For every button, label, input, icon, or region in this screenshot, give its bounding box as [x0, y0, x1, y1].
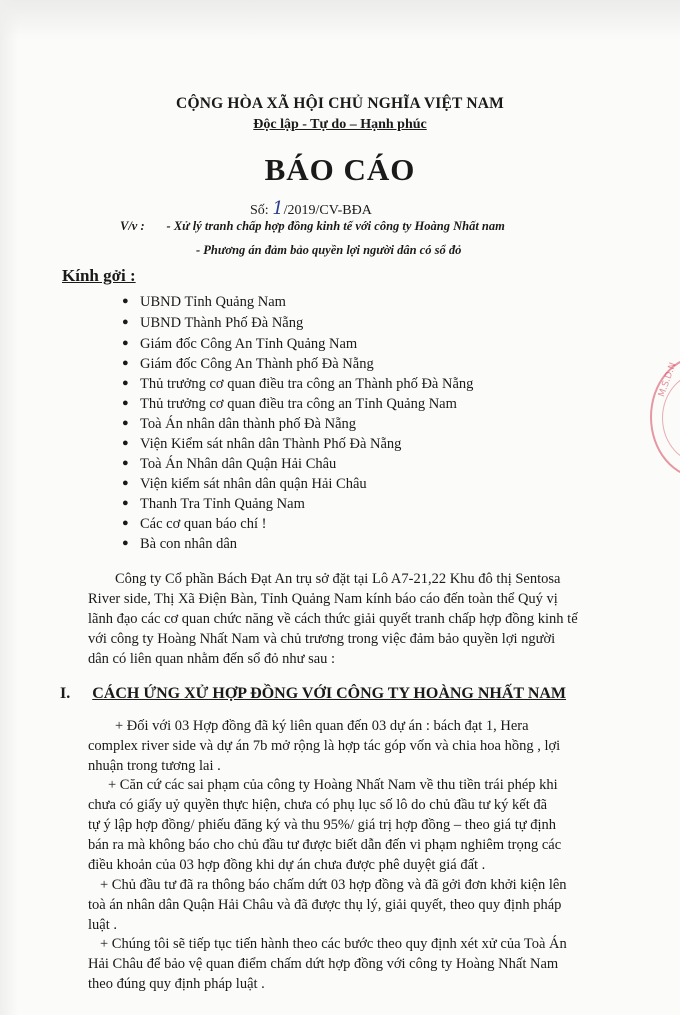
- recipient-label: Bà con nhân dân: [140, 536, 238, 552]
- recipient-item: [122, 336, 357, 353]
- recipient-label: Thủ trưởng cơ quan điều tra công an Thành phố Đà Nẵng: [140, 376, 474, 392]
- recipient-label: Toà Án Nhân dân Quận Hải Châu: [140, 456, 337, 472]
- bullet-icon: ●: [122, 417, 129, 429]
- recipient-label: Thủ trưởng cơ quan điều tra công an Tỉnh Quảng Nam: [140, 396, 457, 412]
- bullet-icon: ●: [122, 517, 129, 529]
- section-line: theo đúng quy định pháp luật .: [88, 976, 265, 992]
- section-line: toà án nhân dân Quận Hải Châu và đã được thụ lý, giải quyết, theo quy định pháp: [88, 897, 562, 913]
- subject-item-1: - Xử lý tranh chấp hợp đồng kinh tế với công ty Hoàng Nhất nam: [166, 219, 505, 233]
- recipient-label: Các cơ quan báo chí !: [140, 516, 267, 532]
- recipient-label: Viện kiểm sát nhân dân quận Hải Châu: [140, 476, 367, 492]
- recipient-item: [122, 294, 286, 311]
- bullet-icon: ●: [122, 437, 129, 449]
- intro-line: River side, Thị Xã Điện Bàn, Tỉnh Quảng Nam kính báo cáo đến toàn thể Quý vị: [88, 591, 558, 607]
- section-line: tự ý lập hợp đồng/ phiếu đăng ký và thu 95%/ giá trị hợp đồng – theo giá tự định: [88, 817, 557, 833]
- section-line: + Chúng tôi sẽ tiếp tục tiến hành theo các bước theo quy định xét xử của Toà Án: [100, 936, 567, 952]
- national-title: CỘNG HÒA XÃ HỘI CHỦ NGHĨA VIỆT NAM: [176, 95, 504, 112]
- recipient-item: [122, 536, 237, 553]
- number-suffix: /2019/CV-BĐA: [283, 203, 372, 218]
- recipient-item: [122, 356, 374, 373]
- recipient-label: Giám đốc Công An Tỉnh Quảng Nam: [140, 336, 358, 352]
- section-line: điều khoản của 03 hợp đồng khi dự án chưa được phê duyệt giá đất .: [88, 857, 486, 873]
- section-number: I.: [60, 685, 71, 702]
- section-line: luật .: [88, 917, 117, 933]
- recipient-label: Viện Kiểm sát nhân dân Thành Phố Đà Nẵng: [140, 436, 402, 452]
- recipient-item: [122, 476, 367, 493]
- bullet-icon: ●: [122, 316, 129, 328]
- recipient-label: Toà Án nhân dân thành phố Đà Nẵng: [140, 416, 357, 432]
- recipient-item: [122, 376, 473, 393]
- document-title: BÁO CÁO: [264, 152, 416, 187]
- recipient-item: [122, 516, 266, 533]
- recipient-label: UBND Thành Phố Đà Nẵng: [140, 315, 304, 331]
- stamp-text: M.S.D.N: [657, 361, 679, 399]
- bullet-icon: ●: [122, 357, 129, 369]
- intro-line: lãnh đạo các cơ quan chức năng về cách thức giải quyết tranh chấp hợp đồng kinh tế: [88, 611, 578, 627]
- section-line: nhuận trong tương lai .: [88, 758, 221, 774]
- section-line: Hải Châu để bảo vệ quan điểm chấm dứt hợp đồng với công ty Hoàng Nhất Nam: [88, 956, 559, 972]
- bullet-icon: ●: [122, 457, 129, 469]
- recipient-label: UBND Tỉnh Quảng Nam: [140, 294, 286, 310]
- intro-line: với công ty Hoàng Nhất Nam và chủ trương trong việc đảm bảo quyền lợi người: [88, 631, 556, 647]
- bullet-icon: ●: [122, 537, 129, 549]
- bullet-icon: ●: [122, 497, 129, 509]
- number-handwritten: 1: [272, 198, 284, 219]
- recipient-item: [122, 396, 457, 413]
- section-line: + Căn cứ các sai phạm của công ty Hoàng Nhất Nam về thu tiền trái phép khi: [108, 777, 558, 793]
- bullet-icon: ●: [122, 337, 129, 349]
- recipient-item: [122, 436, 401, 453]
- recipient-item: [122, 456, 336, 473]
- intro-line: Công ty Cổ phần Bách Đạt An trụ sở đặt tại Lô A7-21,22 Khu đô thị Sentosa: [115, 571, 561, 587]
- section-heading: [60, 685, 566, 703]
- subject-label: V/v :: [120, 219, 145, 233]
- number-prefix: Số:: [250, 203, 269, 218]
- bullet-icon: ●: [122, 477, 129, 489]
- recipient-item: [122, 416, 356, 433]
- bullet-icon: ●: [122, 377, 129, 389]
- bullet-icon: ●: [122, 397, 129, 409]
- recipient-item: [122, 315, 303, 332]
- section-line: chưa có giấy uỷ quyền thực hiện, chưa có phụ lục số lô do chủ đầu tư ký kết đã: [88, 797, 548, 813]
- subject-line-2: - Phương án đảm bảo quyền lợi người dân có sổ đỏ: [196, 243, 462, 257]
- bullet-icon: ●: [122, 295, 129, 307]
- section-title: CÁCH ỨNG XỬ HỢP ĐỒNG VỚI CÔNG TY HOÀNG NHẤT NAM: [92, 685, 567, 702]
- motto-text: Độc lập - Tự do – Hạnh phúc: [253, 117, 427, 132]
- page-top-shadow: [0, 0, 680, 40]
- recipient-item: [122, 496, 305, 513]
- section-line: bán ra mà không báo cho chủ đầu tư được biết dẫn đến vi phạm nghiêm trọng các: [88, 837, 562, 853]
- subject-line-1: [120, 219, 505, 234]
- section-line: + Chủ đầu tư đã ra thông báo chấm dứt 03 hợp đồng và đã gởi đơn khởi kiện lên: [100, 877, 567, 893]
- section-line: + Đối với 03 Hợp đồng đã ký liên quan đến 03 dự án : bách đạt 1, Hera: [115, 718, 529, 734]
- recipient-label: Giám đốc Công An Thành phố Đà Nẵng: [140, 356, 374, 372]
- intro-line: dân có liên quan nhằm đến sổ đỏ như sau :: [88, 651, 336, 667]
- section-line: complex river side và dự án 7b mở rộng là hợp tác góp vốn và chia hoa hồng , lợi: [88, 738, 561, 754]
- national-motto: [0, 117, 680, 133]
- recipient-label: Thanh Tra Tỉnh Quảng Nam: [140, 496, 305, 512]
- recipients-heading: Kính gởi :: [62, 266, 136, 285]
- document-number: [250, 198, 372, 219]
